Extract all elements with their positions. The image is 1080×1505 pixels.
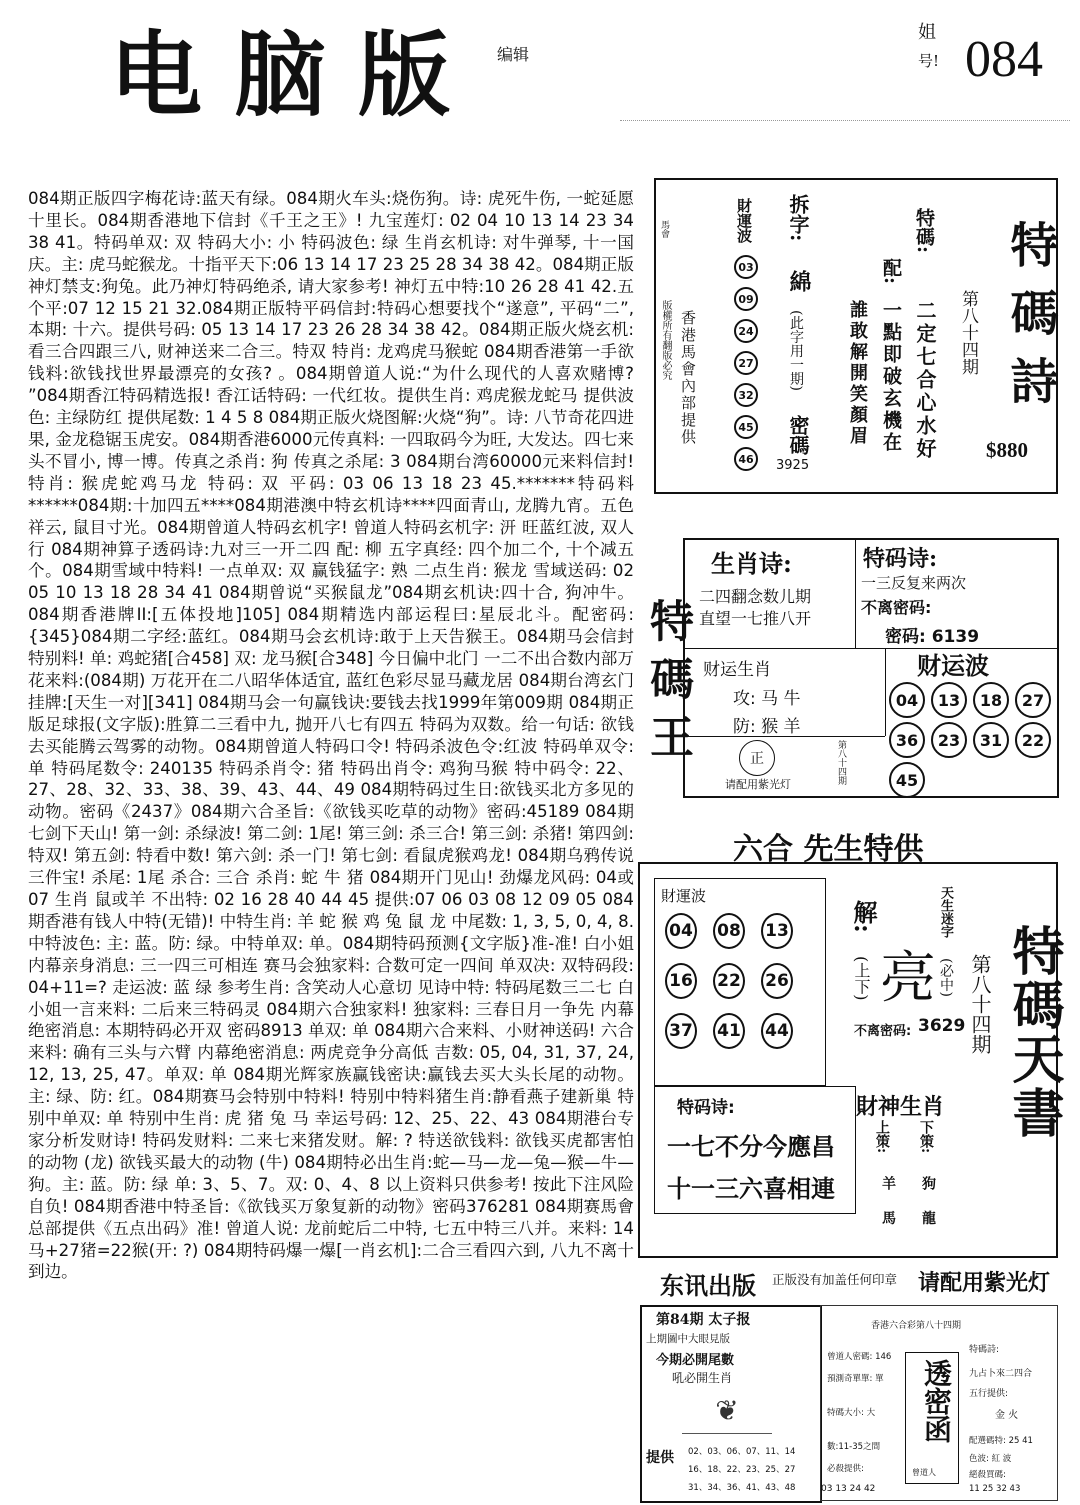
- caiyun-number: 41: [713, 1013, 745, 1049]
- mini1-line-2: 今期必開尾數: [656, 1353, 735, 1368]
- tema-poem-box: [654, 178, 1058, 494]
- caiyun-number-column: [734, 255, 758, 479]
- caiyunbo-number: 27: [1015, 682, 1051, 718]
- caiyun-number: 04: [665, 913, 697, 949]
- poem-line-3: 誰敢解開笑顏眉: [847, 300, 868, 447]
- gong-label: 攻: 马 牛: [733, 689, 801, 709]
- jie-label: 解:: [849, 900, 878, 933]
- mini2-right-7: 絕殺買碼:: [969, 1470, 1006, 1480]
- tema-poem-panel: [654, 1086, 856, 1214]
- mini2-header: 香港六合彩第八十四期: [871, 1321, 962, 1331]
- publisher-label: 东讯出版: [660, 1271, 756, 1300]
- side-note-1: 姐: [918, 22, 936, 43]
- mini1-nums-1: 02、03、06、07、11、14: [688, 1447, 796, 1457]
- caiyunbo-number: 22: [1015, 722, 1051, 758]
- tema-poem-line-2: 十一三六喜相連: [667, 1174, 835, 1203]
- mini1-line-3: 吼必開生肖: [672, 1371, 733, 1385]
- tema-line-3: 密码: 6139: [885, 627, 980, 647]
- main-text-column: 084期正版四字梅花诗:蓝天有绿。084期火车头:烧伤狗。诗: 虎死牛伤, 一蛇延愿十里长。084期香港地下信封《千王之王》! 九宝莲灯: 02 04 10 13 14 23 34 38 41。特码单双: 双 特码大小: 小 特码波色: 绿 生肖玄机诗: 对牛弹琴, 十一国庆。主: 虎马蛇猴龙。十指平天下:06 13 14 17 23 25 28 34 38 42。084期正版神灯禁支:狗兔。此乃神灯特码绝杀, 请大家参考! 神灯五中特:10 26 28 41 42.五个平:07 12 15 21 32.084期正版特平码信封:特码心想要找个“遂意”, 平码“二”, 本期: 十六。提供号码: 05 13 14 17 23 26 28 34 38 42。084期正版火烧玄机:看三合四跟三八, 财神送来二合三。特双 特肖: 龙鸡虎马猴蛇 084期香港第一手欲钱料:欲钱找世界最漂亮的女孩? 。084期曾道人说:“为什么现代的人喜欢赌博? ”084期香江特码精选报! 香江话特码: 一代红妆。提供生肖: 鸡虎猴龙蛇马 提供波色: 主绿防红 提供尾数: 1 4 5 8 084期正版火烧图解:火烧“狗”。诗: 八节奇花四进果, 金龙稳锯玉虎安。084期香港6000元传真料: 一四取码今为旺, 大发达。四七来头不冒小, 博一博。传真之杀肖: 狗 传真之杀尾: 3 084期台湾60000元来料信封! 特肖: 猴虎蛇鸡马龙 特码: 双 平码: 03 06 13 18 23 45.*******特码料******084期:十加四五****084期港澳中特玄机诗****四面青山, 龙腾九宵。五色祥云, 鼠目寸光。084期曾道人特码玄机字! 曾道人特码玄机字: 汧 旺蓝红波, 双人行 084期神算子透码诗:九对三一开二四 配: 柳 五字真经: 四个加二个, 十个减五个。084期雪域中特料! 一点单双: 双 赢钱猛字: 熟 二点生肖: 猴龙 雪域送码: 02 05 10 13 18 28 34 41 084期曾说“买猴鼠龙”084期玄机诀:四十合, 狗冲牛。084期香港牌II:[五体投地]105] 084期精选内部运程曰:星辰北斗。配密码: {345}084期二字经:蓝红。084期马会玄机诗:敢于上天告猴王。084期马会信封特别料! 单: 鸡蛇猪[合458] 双: 龙马猴[合348] 今日偏中北门 一二不出合数内部万花来料:(084期) 万花开在二八昭华体适宜, 蓝红色彩尽显马藏龙居 084期台湾玄门挂牌:[天生一对][341] 084期马会一句赢钱诀:要钱去找1999年第009期 084期正版足球报(文字版):胜算二三看中九, 抛开八七有四五 特码为双数。给一句话: 欲钱去买能腾云驾雾的动物。084期曾道人特码口令! 特码杀波色令:红波 特码单双令: 单 特码尾数令: 240135 特码杀肖令: 猪 特码出肖令: 鸡狗马猴 特中码令: 22、27、28、32、33、38、39、43、44、49 084期特码过生日:欲钱买北方多见的动物。密码《2437》084期六合圣旨:《欲钱买吃草的动物》密码:45189 084期七剑下天山! 第一剑: 杀绿波! 第二剑: 1尾! 第三剑: 杀三合! 第三剑: 杀猪! 第四剑: 特双! 第五剑: 特看中数! 第六剑: 杀一门! 第七剑: 看鼠虎猴鸡龙! 084期乌鸦传说三件宝! 杀尾: 1尾 杀合: 三合 杀肖: 蛇 牛 猪 084期开门见山! 劲爆龙风码: 04或07 生肖 鼠或羊 不出特: 02 16 28 40 44 45 提供:07 06 03 08 12 09 05 084期香港有钱人中特(无错)! 中特生肖: 羊 蛇 猴 鸡 兔 鼠 龙 中尾数: 1, 3, 5, 0, 4, 8. 中特波色: 主: 蓝。防: 绿。中特单双: 单。084期特码预测{文字版}准-准! 白小姐内幕亲身消息: 三一四三可相连 赛马会独家料: 合数可定一四间 单双决: 双特码段: 04+11=? 走运波: 蓝 绿 参考生肖: 含笑动人心意切 见诗中特: 特码尾数三二七 白小姐一言来料: 二后来三特码灵 084期六合独家料! 独家料: 三春日月一争先 内幕绝密消息: 本期特码必开双 密码8913 单双: 单 084期六合来料、小财神送码! 六合来料: 确有三头与六臂 内幕绝密消息: 两虎竞争分高低 吉数: 05, 04, 31, 37, 24, 12, 13, 25, 47。单双: 单 084期光辉家族赢钱密诀:赢钱去买大头长尾的动物。主: 绿、防: 红。084期赛马会特别中特料! 特别中特料猪生肖:静看燕子建新巢 特别中单双: 单 特别中生肖: 虎 猪 兔 马 幸运号码: 12、25、22、43 084期港台专家分析发财诗! 特码发财料: 二来七来猪发财。解: ? 特送欲钱料: 欲钱买虎都害怕的动物 (龙) 欲钱买最大的动物 (牛) 084期特必出生肖:蛇—马—龙—兔—猴—牛—狗。主: 蓝。防: 绿 单: 3、5、7。双: 0、4、8 以上资料只供参考! 按此下注风险自负! 084期香港中特圣旨:《欲钱买万象复新的动物》密码376281 084期赛馬會总部提供《五点出码》准! 曾道人说: 龙前蛇后二中特, 七五中特三八并。来料: 14马+27猪=22猴(开: ?) 084期特码爆一爆[一肖玄机]:二合三看四六到, 八九不离十到边。: [28, 189, 634, 1282]
- caiyunbo-number: 36: [889, 722, 925, 758]
- caiyun-number: 09: [734, 287, 758, 311]
- chaizi-label: 拆字:: [786, 194, 810, 242]
- tema-poem-title: 特码诗:: [863, 546, 938, 572]
- shengxiao-line-2: 直望一七推八开: [699, 609, 812, 628]
- mini-prince-panel: [640, 1305, 822, 1503]
- secret-letter-frame: [905, 1352, 959, 1484]
- mini2-right-2: 九占卜來二四合: [969, 1369, 1033, 1379]
- tema-line-2: 不离密码:: [861, 598, 932, 617]
- price-label: $880: [986, 438, 1028, 462]
- tema-poem-title: 特碼詩: [1002, 220, 1058, 424]
- mini1-title: 第84期 太子报: [656, 1312, 751, 1328]
- mini2-nums: 03 13 24 42: [821, 1484, 876, 1494]
- seal-stamp: 正: [739, 740, 775, 776]
- mini2-right-1: 特碼詩:: [969, 1345, 1000, 1355]
- caiyun-number: 37: [665, 1013, 697, 1049]
- tema-line-1: 一三反复来两次: [861, 574, 967, 592]
- caiyunbo-number: 13: [931, 682, 967, 718]
- secret-letter-sub: 曾道人: [912, 1468, 936, 1477]
- masthead-title: 电脑版: [110, 21, 483, 129]
- mini2-line-4: 數:11-35之間: [827, 1442, 881, 1452]
- bizhong-label: (必中): [938, 958, 954, 997]
- mini2-right-4: 金 火: [995, 1410, 1019, 1421]
- caiyun-number: 26: [761, 963, 793, 999]
- liuhe-box: [638, 862, 1064, 1258]
- caiyun-number: 27: [734, 351, 758, 375]
- buli-code: 3629: [918, 1016, 966, 1036]
- caiyun-number: 32: [734, 383, 758, 407]
- mini2-right-5: 配選碼特: 25 41: [969, 1436, 1033, 1446]
- poem-line-2: 一點即破玄機在: [880, 300, 902, 454]
- issue-vertical: 第八十四期: [836, 740, 846, 785]
- uv-note: 请配用紫光灯: [725, 778, 791, 791]
- secret-letter-title: 透密函: [920, 1359, 953, 1443]
- issue-number: 084: [965, 31, 1043, 88]
- caiyunbo-number: 04: [889, 682, 925, 718]
- divider: [885, 648, 886, 736]
- tema-poem-label: 特码诗:: [677, 1098, 735, 1118]
- liang-char: 亮: [880, 946, 936, 1011]
- uv-light-label: 请配用紫光灯: [918, 1270, 1051, 1296]
- caiyun-number: 16: [665, 963, 697, 999]
- mini2-line-3: 特碼大小: 大: [827, 1408, 876, 1418]
- mini2-right-8: 11 25 32 43: [969, 1484, 1021, 1494]
- caiyun-grid: [665, 913, 825, 1049]
- shangxia-label: (上下): [852, 956, 871, 1001]
- mini2-line-5: 必殺提供:: [827, 1464, 864, 1474]
- mini2-right-6: 色波: 紅 波: [969, 1454, 1012, 1464]
- source-label: 香港馬會內部提供: [679, 310, 697, 446]
- mini1-nums-3: 31、34、36、41、43、48: [688, 1483, 796, 1493]
- caiyunbo-number: 31: [973, 722, 1009, 758]
- chaizi-char: 綿: [786, 270, 812, 292]
- caiyun-number: 13: [761, 913, 793, 949]
- mini1-tigong: 提供: [646, 1450, 674, 1466]
- caiyun-panel: [654, 878, 826, 1086]
- mini1-nums-2: 16、18、22、23、25、27: [688, 1465, 796, 1475]
- caiyunbo-grid: [889, 682, 1057, 798]
- editor-note: 编辑: [497, 45, 530, 64]
- issue-label: 第八十四期: [958, 290, 978, 375]
- poem-line-1: 二定七合心水好: [913, 300, 937, 461]
- caiyunbo-number: 45: [889, 762, 925, 798]
- header-divider: [620, 120, 1070, 121]
- fang-label: 防: 猴 羊: [733, 717, 801, 737]
- sketch-illustration: ❦: [682, 1389, 772, 1434]
- copyright-notice: 版權所有翻版必究: [660, 300, 671, 380]
- chaizi-end: 密碼: [786, 415, 810, 455]
- caiyunbo-title: 财运波: [917, 651, 989, 680]
- shangce-label: 上策:: [874, 1120, 890, 1154]
- mini-secret-letter-panel: [820, 1305, 1058, 1501]
- book-title: 特碼天書: [1003, 924, 1064, 1140]
- peizi-label: 配:: [880, 258, 902, 285]
- caiyun-shengxiao-title: 财运生肖: [703, 660, 771, 680]
- caiyun-number: 46: [734, 447, 758, 471]
- liuhe-heading: 六合 先生特供: [733, 832, 924, 867]
- tiansheng-label: 天生迷字: [938, 886, 953, 938]
- caishen-label: 財神生肖: [856, 1094, 945, 1120]
- tema-label: 特碼:: [913, 208, 935, 254]
- caiyun-number: 44: [761, 1013, 793, 1049]
- caiyunbo-number: 23: [931, 722, 967, 758]
- tema-wang-box: [683, 538, 1059, 798]
- tema-poem-line-1: 一七不分今應昌: [667, 1132, 835, 1161]
- genuine-notice: 正版没有加盖任何印章: [772, 1272, 898, 1287]
- mini2-line-1: 曾道人密碼: 146: [827, 1352, 892, 1362]
- xiace-values: 狗 龍: [920, 1176, 936, 1233]
- mini1-line-1: 上期圖中大眼見版: [646, 1333, 730, 1345]
- caiyun-label: 財運波: [735, 198, 753, 243]
- shengxiao-line-1: 二四翻念数儿期: [699, 587, 812, 606]
- tema-wang-title: 特碼王: [642, 598, 693, 772]
- shengxiao-poem-title: 生肖诗:: [711, 549, 792, 578]
- caiyun-number: 45: [734, 415, 758, 439]
- chaizi-note: (此字用一期): [788, 310, 804, 391]
- caiyun-label: 財運波: [661, 887, 707, 905]
- mini2-line-2: 預測奇單單: 單: [827, 1374, 884, 1384]
- mini2-right-3: 五行提供:: [969, 1389, 1009, 1399]
- buli-label: 不离密码:: [854, 1024, 912, 1039]
- caiyun-number: 22: [713, 963, 745, 999]
- caiyunbo-number: 18: [973, 682, 1009, 718]
- divider: [855, 540, 856, 648]
- divider: [685, 648, 1057, 649]
- side-note-2: 号!: [918, 52, 940, 70]
- shangce-values: 羊 馬: [880, 1176, 896, 1233]
- caiyun-number: 08: [713, 913, 745, 949]
- caiyun-number: 03: [734, 255, 758, 279]
- caiyun-number: 24: [734, 319, 758, 343]
- xiace-label: 下策:: [918, 1120, 934, 1154]
- box1-code: 3925: [776, 458, 810, 473]
- issue-vertical: 第八十四期: [968, 954, 992, 1054]
- small-chars: 馬會: [659, 220, 669, 238]
